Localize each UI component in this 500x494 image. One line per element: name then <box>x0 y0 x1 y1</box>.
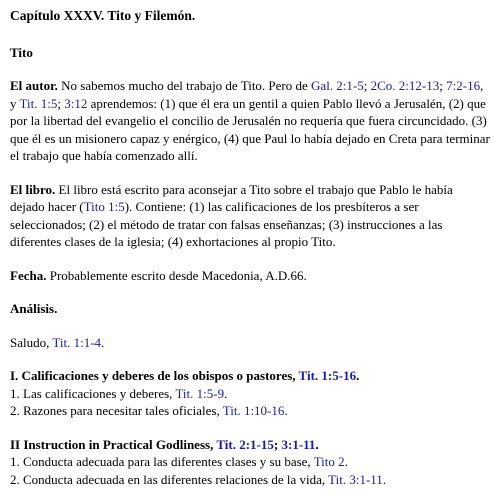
section-1-title <box>10 367 490 385</box>
section-2-title-text: II Instruction in Practical Godliness, <box>10 436 217 452</box>
ref-link-tit-1-5-16[interactable]: Tit. 1:5-16 <box>298 368 357 383</box>
ref-link-tit-1-5[interactable]: Tit. 1:5 <box>19 95 58 111</box>
item-end: . <box>344 454 348 469</box>
ref-link-tit-3-1-11[interactable]: Tit. 3:1-11 <box>328 471 383 487</box>
section-2-title-end: . <box>315 436 319 452</box>
section-2-title <box>10 436 490 454</box>
book-paragraph <box>10 181 490 251</box>
date-label: Fecha. <box>10 267 47 283</box>
author-text-1: No sabemos mucho del trabajo de Tito. Pero de <box>57 78 312 93</box>
section-1-title-text: I. Calificaciones y deberes de los obispos o pastores, <box>10 368 299 383</box>
author-text-2: aprendemos: (1) que él era un gentil a quien Pablo llevó a Jerusalén, (2) que por la libertad del evangelio el concilio de Jerusalén no requería que fuera circuncidado. (3) que él es un misionero capaz y enérgico, (4) que Paul lo había dejado en Creta para terminar el trabajo que había comenzado allí. <box>10 95 490 163</box>
section-1-item-1 <box>10 385 490 403</box>
item-text: 2. Conducta adecuada en las diferentes relaciones de la vida, <box>10 471 329 487</box>
date-text: Probablemente escrito desde Macedonia, A.D.66. <box>46 267 307 283</box>
section-1-item-2 <box>10 402 490 420</box>
analysis-title: Análisis. <box>10 301 58 316</box>
book-title: Tito <box>10 44 33 60</box>
date-paragraph <box>10 267 490 285</box>
ref-link-3-1-11[interactable]: 3:1-11 <box>281 436 316 452</box>
item-text: 1. Las calificaciones y deberes, <box>10 385 176 401</box>
chapter-title: Capítulo XXXV. Tito y Filemón. <box>10 8 196 23</box>
section-2-item-1 <box>10 453 490 471</box>
item-end: . <box>224 385 228 401</box>
greeting-text: Saludo, <box>10 334 53 350</box>
book-text-2: ). Contiene: (1) las calificaciones de los presbíteros a ser seleccionados; (2) el método de tratar con falsas enseñanzas; (3) instrucciones a las diferentes clases de la iglesia; (4) exhortaciones al propio Tito. <box>10 199 443 249</box>
ref-link-tito-2[interactable]: Tito 2 <box>313 454 345 469</box>
item-end: . <box>382 471 387 487</box>
item-text: 1. Conducta adecuada para las diferentes clases y su base, <box>10 454 314 469</box>
author-paragraph <box>10 77 490 165</box>
ref-link-tit-1-10-16[interactable]: Tit. 1:10-16 <box>222 403 285 418</box>
section-2-sep: ; <box>273 436 282 452</box>
book-text-1: El libro está escrito para aconsejar a Tito sobre el trabajo que Pablo le había dejado hacer ( <box>10 181 453 214</box>
author-label: El autor. <box>10 78 58 93</box>
greeting-line <box>10 334 490 352</box>
author-sep-4: ; <box>57 95 65 111</box>
book-label: El libro. <box>10 181 56 197</box>
ref-link-tito-1-5[interactable]: Tito 1:5 <box>83 199 125 214</box>
section-1 <box>10 367 490 420</box>
ref-link-2co[interactable]: 2Co. 2:12-13 <box>370 78 440 93</box>
greeting-end: . <box>101 334 105 350</box>
ref-link-tit-1-1-4[interactable]: Tit. 1:1-4 <box>52 334 102 350</box>
ref-link-tit-1-5-9[interactable]: Tit. 1:5-9 <box>175 385 225 401</box>
section-2-item-2 <box>10 471 490 489</box>
author-sep-1: ; <box>363 78 371 93</box>
ref-link-tit-2-1-15[interactable]: Tit. 2:1-15 <box>216 436 274 452</box>
analysis-heading <box>10 300 490 318</box>
section-1-title-end: . <box>356 368 360 383</box>
author-sep-2: ; <box>439 78 447 93</box>
item-text: 2. Razones para necesitar tales oficiales, <box>10 403 223 418</box>
section-2 <box>10 436 490 489</box>
author-sep-3: , y <box>10 78 484 111</box>
ref-link-7-2-16[interactable]: 7:2-16 <box>446 78 481 93</box>
ref-link-3-12[interactable]: 3:12 <box>64 95 88 111</box>
item-end: . <box>284 403 288 418</box>
ref-link-gal[interactable]: Gal. 2:1-5 <box>311 78 364 93</box>
